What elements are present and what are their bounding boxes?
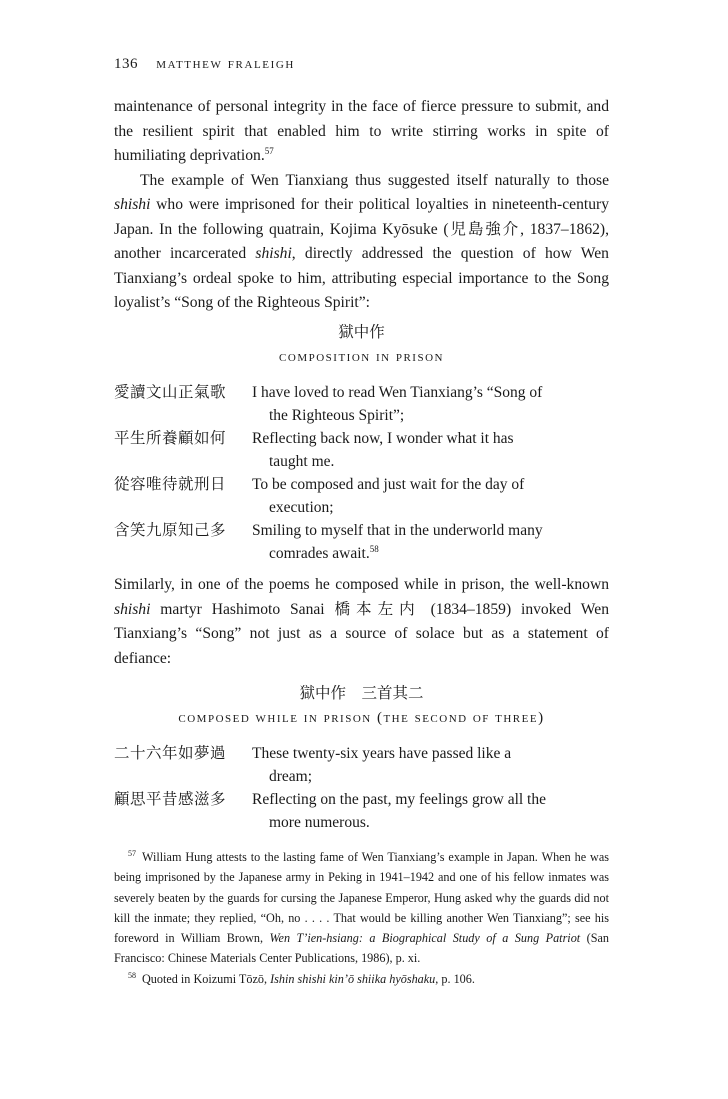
- poem-line-en-1: These twenty-six years have passed like a: [252, 745, 512, 762]
- poem-line-en: [252, 427, 609, 473]
- poem-line-en-2: taught me.: [269, 453, 335, 470]
- poem-line-cjk: 愛讀文山正氣歌: [114, 384, 227, 401]
- poem-2-line: [114, 742, 609, 788]
- poem-2-line: [114, 788, 609, 834]
- poem-1-line: [114, 427, 609, 473]
- paragraph-3: [114, 573, 609, 671]
- poem-2-title: composed while in prison (the second of three): [178, 710, 545, 726]
- poem-line-cjk: 顧思平昔感滋多: [114, 791, 227, 808]
- footnote-57-text-a: William Hung attests to the lasting fame of Wen Tianxiang’s example in Japan. When he was being imprisoned by the Japanese army in Peking in 1941–1942 and one of his fellow inmates was severely beaten by the guards for cursing the Japanese Emperor, Hung asked why the guards did not kill the inmate; they replied, “Oh, no . . . . That would be killing another Wen Tianxiang”; see his foreword in William Brown,: [114, 850, 609, 946]
- paragraph-1: [114, 95, 609, 169]
- poem-line-en-1: To be composed and just wait for the day of: [252, 476, 525, 493]
- poem-line-en-1: I have loved to read Wen Tianxiang’s “Song of: [252, 384, 543, 401]
- poem-line-en-2: [252, 542, 609, 565]
- running-head-author: matthew fraleigh: [156, 56, 295, 72]
- footnote-58-title: Ishin shishi kin’ō shiika hyōshaku: [270, 971, 436, 986]
- poem-1-line: [114, 519, 609, 565]
- footnote-ref-57: 57: [264, 145, 274, 156]
- footnote-58-number: 58: [128, 970, 136, 980]
- poem-line-cjk: 二十六年如夢過: [114, 745, 227, 762]
- footnote-58-text-b: , p. 106.: [435, 971, 475, 986]
- term-shishi: shishi: [255, 245, 292, 262]
- poem-1-title: composition in prison: [279, 349, 444, 365]
- footnote-ref-58: 58: [369, 543, 379, 554]
- poem-1-cjk-title: 獄中作: [338, 324, 385, 341]
- body-text: [114, 95, 609, 316]
- poem-line-cjk: 含笑九原知己多: [114, 522, 227, 539]
- poem-line-en: [252, 519, 609, 565]
- poem-1-line: [114, 381, 609, 427]
- footnote-58-text-a: Quoted in Koizumi Tōzō,: [142, 971, 271, 986]
- footnote-57-number: 57: [128, 848, 136, 858]
- paragraph-2-text-a: The example of Wen Tianxiang thus suggested itself naturally to those: [140, 171, 609, 189]
- term-shishi: shishi: [114, 196, 151, 213]
- footnote-57: [114, 847, 609, 969]
- paragraph-2-text-c: , directly addressed the question of how Wen Tianxiang’s ordeal spoke to him, attributing especial importance to the Song loyalist’s “Song of the Righteous Spirit”:: [114, 245, 609, 311]
- paragraph-2-text-b: who were imprisoned for their political loyalties in nineteenth-century Japan. In the following quatrain, Kojima Kyōsuke (児島強介, 1837–1862), another incarcerated: [114, 196, 609, 262]
- poem-2-cjk-title: 獄中作 三首其二: [299, 685, 424, 702]
- page-number: 136: [114, 56, 138, 72]
- footnote-58: [114, 969, 609, 989]
- poem-1-line: [114, 473, 609, 519]
- poem-line-en-2-text: comrades await.: [269, 545, 370, 562]
- footnote-57-text-b: (San Francisco: Chinese Materials Center Publications, 1986), p. xi.: [114, 931, 610, 966]
- poem-line-en: [252, 473, 609, 519]
- poem-line-en-2: execution;: [269, 499, 334, 516]
- paragraph-3-body: [114, 573, 609, 671]
- poem-line-en-2: dream;: [269, 768, 313, 785]
- poem-line-en: [252, 381, 609, 427]
- poem-1: [114, 321, 609, 565]
- term-shishi: shishi: [114, 600, 151, 618]
- poem-line-en: [252, 742, 609, 788]
- poem-2: [114, 682, 609, 834]
- paragraph-1-text: maintenance of personal integrity in the face of fierce pressure to submit, and the resilient spirit that enabled him to write stirring works in spite of humiliating deprivation.: [114, 98, 609, 164]
- footnote-57-title: Wen T’ien-hsiang: a Biographical Study of a Sung Patriot: [269, 931, 581, 946]
- footnotes: [114, 847, 609, 989]
- poem-line-cjk: 平生所養顧如何: [114, 430, 227, 447]
- paragraph-2: [114, 169, 609, 316]
- poem-line-en: [252, 788, 609, 834]
- poem-line-en-1: Reflecting on the past, my feelings grow all the: [252, 791, 546, 808]
- poem-line-en-2: more numerous.: [269, 814, 370, 831]
- running-head: [114, 56, 609, 73]
- paragraph-3-text-a: Similarly, in one of the poems he composed while in prison, the well-known: [114, 576, 609, 593]
- poem-line-en-1: Reflecting back now, I wonder what it has: [252, 430, 514, 447]
- poem-line-cjk: 從容唯待就刑日: [114, 476, 227, 493]
- paragraph-3-text-b: martyr Hashimoto Sanai 橋本左内 (1834–1859) invoked Wen Tianxiang’s “Song” not just as a source of solace but as a statement of defiance:: [114, 600, 609, 667]
- poem-line-en-1: Smiling to myself that in the underworld many: [252, 522, 543, 539]
- poem-line-en-2: the Righteous Spirit”;: [269, 407, 405, 424]
